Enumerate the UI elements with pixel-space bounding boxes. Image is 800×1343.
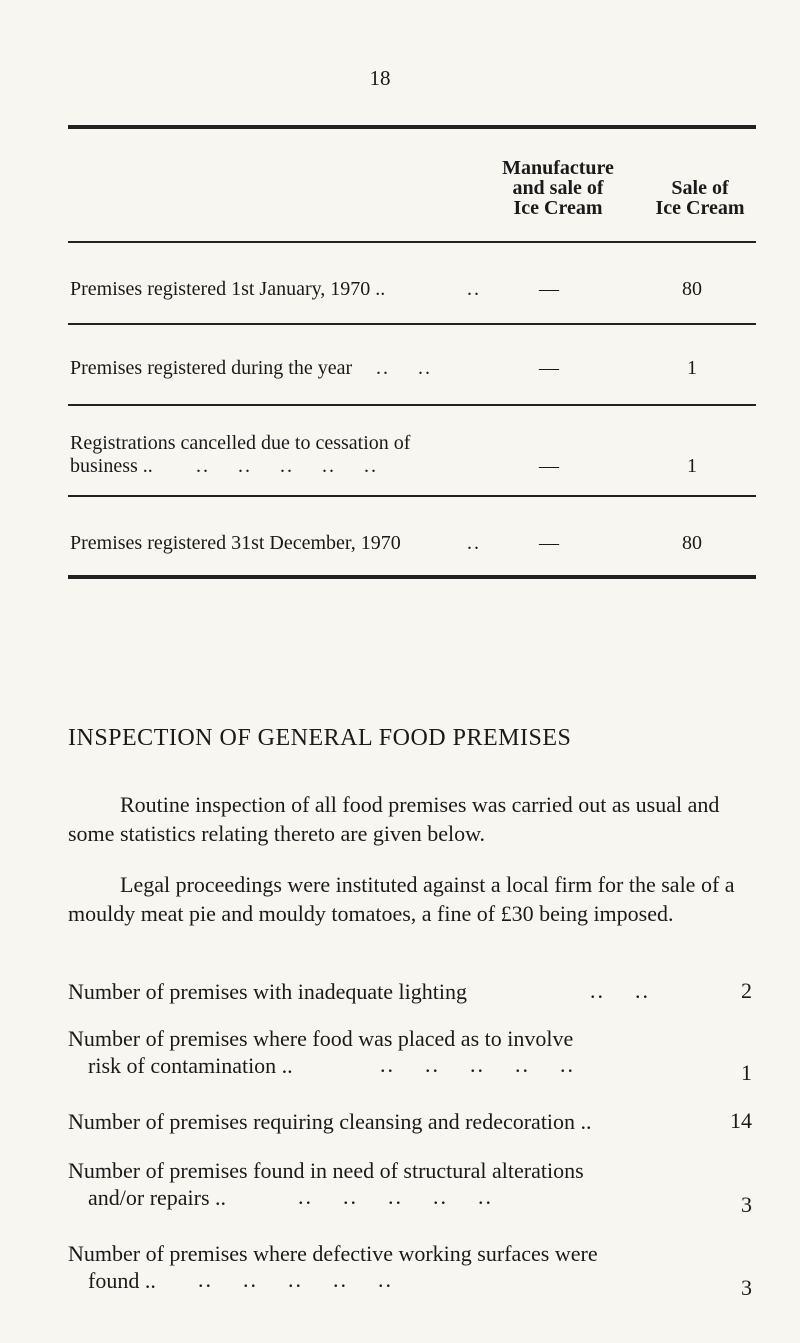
table-bottom-rule — [68, 575, 756, 579]
paragraph-text: Legal proceedings were instituted against a local firm for the sale of a mouldy meat pie and mouldy tomatoes, a fine of £30 being imposed. — [68, 872, 735, 926]
column-header-manufacture — [478, 158, 638, 218]
table-cell: — — [539, 532, 559, 554]
column-header-line: Ice Cream — [655, 197, 745, 219]
dot-leader: .. .. — [590, 978, 650, 1003]
table-cell: — — [539, 278, 559, 300]
stat-label-line: found .. — [88, 1268, 156, 1293]
row-rule — [68, 323, 756, 325]
row-label-line: business .. — [70, 455, 153, 477]
dot-leader: .. .. .. .. .. — [298, 1184, 493, 1209]
section-title: INSPECTION OF GENERAL FOOD PREMISES — [68, 725, 572, 751]
stat-value: 1 — [741, 1060, 752, 1085]
paragraph — [68, 870, 758, 928]
stat-label-line: Number of premises where defective working surfaces were — [68, 1241, 598, 1266]
stat-label-line: risk of contamination .. — [88, 1053, 293, 1078]
stat-value: 3 — [741, 1275, 752, 1300]
paragraph — [68, 790, 758, 848]
table-cell: — — [539, 455, 559, 477]
dot-leader: .. .. .. .. .. — [380, 1052, 575, 1077]
row-rule — [68, 495, 756, 497]
stat-label-line: Number of premises where food was placed as to involve — [68, 1026, 574, 1051]
column-header-line: Manufacture — [502, 157, 614, 179]
table-cell: 1 — [687, 357, 697, 379]
table-cell: 80 — [682, 532, 702, 554]
column-header-line: Ice Cream — [513, 197, 603, 219]
stat-label-line: and/or repairs .. — [88, 1185, 227, 1210]
column-header-line: and sale of — [512, 177, 604, 199]
row-rule — [68, 404, 756, 406]
stat-value: 14 — [730, 1108, 752, 1133]
dot-leader: .. .. — [376, 357, 432, 379]
paragraph-text: Routine inspection of all food premises was carried out as usual and some statistics relating thereto are given below. — [68, 792, 720, 846]
dot-leader: .. .. .. .. .. — [196, 455, 378, 477]
header-rule — [68, 241, 756, 243]
stat-value: 2 — [741, 978, 752, 1003]
column-header-sale — [640, 178, 760, 218]
page-number: 18 — [369, 66, 391, 90]
table-cell: 80 — [682, 278, 702, 300]
dot-leader: .. — [467, 532, 481, 554]
dot-leader: .. — [467, 278, 481, 300]
stat-label-line: Number of premises found in need of structural alterations — [68, 1158, 584, 1183]
table-row-label: Premises registered 31st December, 1970 — [70, 532, 401, 554]
table-row-label: Premises registered 1st January, 1970 .. — [70, 278, 386, 300]
table-cell: — — [539, 357, 559, 379]
stat-label: Number of premises with inadequate lighting — [68, 979, 467, 1004]
table-cell: 1 — [687, 455, 697, 477]
table-row-label: Premises registered during the year — [70, 357, 353, 379]
row-label-line: Registrations cancelled due to cessation of — [70, 432, 411, 454]
column-header-line: Sale of — [671, 177, 729, 199]
stat-label: Number of premises requiring cleansing and redecoration .. — [68, 1109, 592, 1134]
stat-value: 3 — [741, 1192, 752, 1217]
dot-leader: .. .. .. .. .. — [198, 1267, 393, 1292]
table-top-rule — [68, 125, 756, 129]
